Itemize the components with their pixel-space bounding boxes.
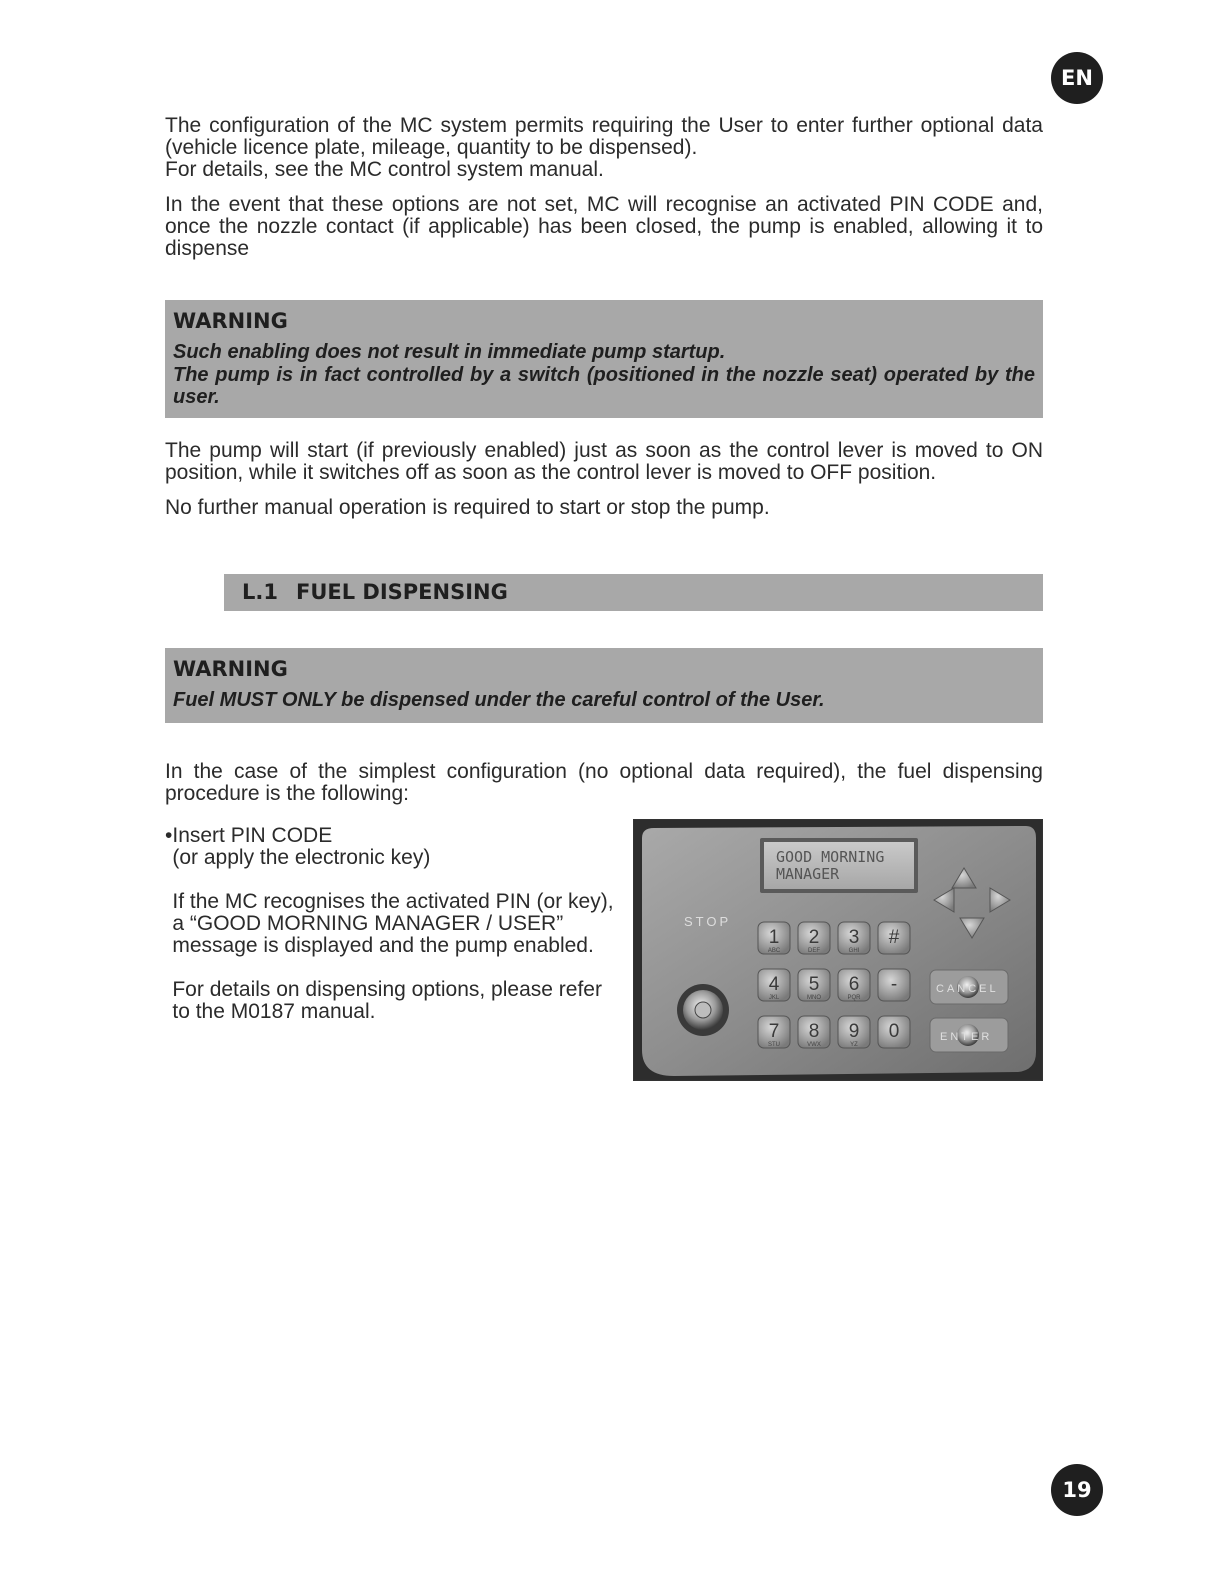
page-number-badge: 19 xyxy=(1051,1464,1103,1516)
keypad-photo xyxy=(633,819,1043,1081)
section-number: L.1 xyxy=(242,580,278,604)
warning-title: WARNING xyxy=(173,656,288,681)
key-digit: 4 xyxy=(768,974,780,995)
warning-text: Such enabling does not result in immediate pump startup. The pump is in fact controlled by a switch (positioned in the nozzle seat) operated by the user. xyxy=(173,341,1035,408)
key-digit: # xyxy=(888,927,900,948)
key-digit: 0 xyxy=(888,1021,900,1042)
warning-text: Fuel MUST ONLY be dispensed under the careful control of the User. xyxy=(173,688,825,711)
keypad-key xyxy=(758,969,790,1001)
step-recognise-text: If the MC recognises the activated PIN (or key), a “GOOD MORNING MANAGER / USER” message is displayed and the pump enabled. xyxy=(172,890,614,957)
warning-box-1 xyxy=(165,300,1043,418)
key-digit: 2 xyxy=(808,927,820,948)
key-digit: 8 xyxy=(808,1021,820,1042)
key-digit: 3 xyxy=(848,927,860,948)
step-text: Insert PIN CODE (or apply the electronic key) xyxy=(172,824,431,869)
intro-paragraph-2: In the event that these options are not set, MC will recognise an activated PIN CODE and, once the nozzle contact (if applicable) has been closed, the pump is enabled, allowing it to dispense xyxy=(165,193,1043,260)
key-digit: - xyxy=(890,974,898,995)
key-letters: PQR xyxy=(847,995,861,1001)
keypad-key xyxy=(878,969,910,1001)
warning-box-2 xyxy=(165,648,1043,724)
key-letters: DEF xyxy=(808,948,820,954)
key-letters: GHI xyxy=(848,948,860,954)
step-details-text: For details on dispensing options, please refer to the M0187 manual. xyxy=(172,978,602,1023)
key-digit: 6 xyxy=(848,974,860,995)
display-line-1: GOOD MORNING xyxy=(776,848,885,866)
keypad-key xyxy=(838,1016,870,1048)
keypad-key xyxy=(798,1016,830,1048)
bullet-icon: • xyxy=(165,824,173,847)
intro-paragraph-1: The configuration of the MC system permits requiring the User to enter further optional data (vehicle licence plate, mileage, quantity to be dispensed). For details, see the MC control system manual. xyxy=(165,114,1043,181)
keypad-key xyxy=(838,969,870,1001)
language-badge: EN xyxy=(1051,52,1103,104)
enter-label: ENTER xyxy=(940,1031,993,1043)
procedure-steps xyxy=(165,825,620,1023)
key-letters: MNO xyxy=(807,995,821,1001)
page-content xyxy=(165,115,1043,1081)
keypad-key xyxy=(798,969,830,1001)
list-item xyxy=(165,825,620,1023)
key-letters: STU xyxy=(768,1042,780,1048)
keypad-key xyxy=(798,922,830,954)
section-title: FUEL DISPENSING xyxy=(295,580,508,604)
display-line-2: MANAGER xyxy=(776,865,840,883)
section-heading xyxy=(224,574,1043,611)
key-digit: 1 xyxy=(768,927,780,948)
key-letters: JKL xyxy=(768,995,780,1001)
keypad-key xyxy=(878,922,910,954)
pump-start-paragraph: The pump will start (if previously enabled) just as soon as the control lever is moved to ON position, while it switches off as soon as the control lever is moved to OFF position. xyxy=(165,438,1043,484)
key-digit: 7 xyxy=(768,1021,780,1042)
keypad-key xyxy=(878,1016,910,1048)
keypad-key xyxy=(758,922,790,954)
cancel-label: CANCEL xyxy=(936,983,999,995)
keypad-key xyxy=(758,1016,790,1048)
key-digit: 9 xyxy=(848,1021,860,1042)
procedure-block xyxy=(165,819,1043,1081)
key-digit: 5 xyxy=(808,974,820,995)
key-letters: ABC xyxy=(767,948,781,954)
stop-label: STOP xyxy=(684,914,732,929)
key-letters: VWX xyxy=(807,1042,821,1048)
procedure-intro: In the case of the simplest configuration (no optional data required), the fuel dispensing procedure is the following: xyxy=(165,760,1043,805)
no-manual-paragraph: No further manual operation is required to start or stop the pump. xyxy=(165,495,770,519)
warning-title: WARNING xyxy=(173,309,288,333)
key-letters: YZ xyxy=(850,1042,858,1048)
keypad-key xyxy=(838,922,870,954)
